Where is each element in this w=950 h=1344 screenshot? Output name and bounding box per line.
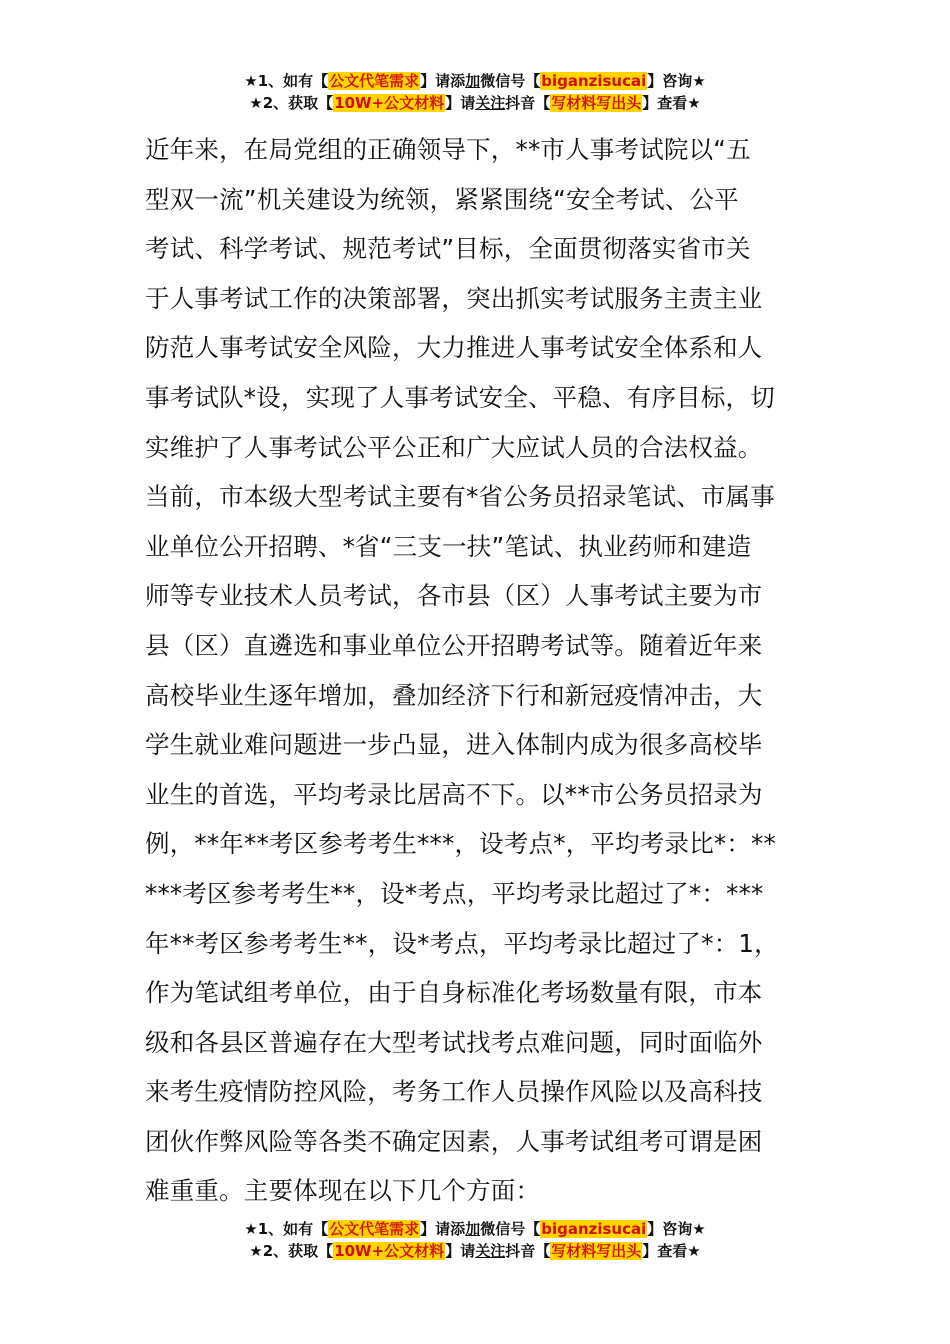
banner-text: 】请 xyxy=(445,94,476,112)
highlight-text: 公文代笔需求 xyxy=(329,72,420,90)
body-line: 于人事考试工作的决策部署，突出抓实考试服务主责主业 xyxy=(145,283,763,313)
body-line: 考试、科学考试、规范考试”目标，全面贯彻落实省市关 xyxy=(145,234,751,264)
underlined-text: 加 xyxy=(465,1220,481,1238)
header-banner xyxy=(0,70,950,114)
body-line: 来考生疫情防控风险，考务工作人员操作风险以及高科技 xyxy=(145,1077,763,1107)
body-line: 防范人事考试安全风险，大力推进人事考试安全体系和人 xyxy=(145,333,763,363)
body-line: 当前，市本级大型考试主要有*省公务员招录笔试、市属事 xyxy=(145,482,775,512)
banner-text: 】查看★ xyxy=(642,94,701,112)
banner-text: 】请添 xyxy=(420,72,466,90)
banner-text: 】咨询★ xyxy=(647,1220,706,1238)
underlined-text: 关注 xyxy=(475,1242,506,1260)
banner-text: ★1、如有【 xyxy=(244,1220,329,1238)
banner-text: ★2、获取【 xyxy=(249,1242,334,1260)
body-line: 例，**年**考区参考考生***，设考点*，平均考录比*：** xyxy=(145,829,776,859)
underlined-text: 加 xyxy=(465,72,481,90)
body-line: 团伙作弊风险等各类不确定因素，人事考试组考可谓是困 xyxy=(145,1126,763,1156)
banner-text: 】请添 xyxy=(420,1220,466,1238)
banner-line-2 xyxy=(0,1240,950,1262)
body-line: 县（区）直遴选和事业单位公开招聘考试等。随着近年来 xyxy=(145,630,763,660)
banner-text: 抖音【 xyxy=(505,94,551,112)
banner-text: 】查看★ xyxy=(642,1242,701,1260)
body-line: 作为笔试组考单位，由于自身标准化考场数量有限，市本 xyxy=(145,978,763,1008)
banner-text: 】请 xyxy=(445,1242,476,1260)
highlight-text: 公文代笔需求 xyxy=(329,1220,420,1238)
body-line: 业单位公开招聘、*省“三支一扶”笔试、执业药师和建造 xyxy=(145,531,752,561)
banner-line-2 xyxy=(0,92,950,114)
underlined-text: 关注 xyxy=(475,94,506,112)
highlight-text: 10W+公文材料 xyxy=(334,1242,445,1260)
banner-text: 微信号【 xyxy=(480,72,541,90)
body-line: 近年来，在局党组的正确领导下，**市人事考试院以“五 xyxy=(145,135,751,164)
body-line: ***考区参考考生**，设*考点，平均考录比超过了*：*** xyxy=(145,878,764,908)
wechat-id-highlight: biganzisucai xyxy=(541,72,647,90)
body-line: 学生就业难问题进一步凸显，进入体制内成为很多高校毕 xyxy=(145,730,763,760)
banner-text: 抖音【 xyxy=(505,1242,551,1260)
banner-text: ★2、获取【 xyxy=(249,94,334,112)
body-line: 级和各县区普遍存在大型考试找考点难问题，同时面临外 xyxy=(145,1027,763,1057)
body-line: 难重重。主要体现在以下几个方面： xyxy=(145,1176,541,1206)
body-line: 型双一流”机关建设为统领，紧紧围绕“安全考试、公平 xyxy=(145,184,739,214)
banner-line-1 xyxy=(0,70,950,92)
banner-line-1 xyxy=(0,1218,950,1240)
banner-text: ★1、如有【 xyxy=(244,72,329,90)
douyin-highlight: 写材料写出头 xyxy=(551,94,642,112)
body-line: 业生的首选，平均考录比居高不下。以**市公务员招录为 xyxy=(145,779,763,809)
banner-text: 微信号【 xyxy=(480,1220,541,1238)
document-body xyxy=(145,125,810,1216)
body-line: 师等专业技术人员考试，各市县（区）人事考试主要为市 xyxy=(145,581,763,611)
highlight-text: 10W+公文材料 xyxy=(334,94,445,112)
body-line: 年**考区参考考生**，设*考点，平均考录比超过了*：1， xyxy=(145,928,779,958)
body-line: 实维护了人事考试公平公正和广大应试人员的合法权益。 xyxy=(145,432,763,462)
banner-text: 】咨询★ xyxy=(647,72,706,90)
body-line: 高校毕业生逐年增加，叠加经济下行和新冠疫情冲击，大 xyxy=(145,680,763,710)
body-line: 事考试队*设，实现了人事考试安全、平稳、有序目标，切 xyxy=(145,382,775,412)
wechat-id-highlight: biganzisucai xyxy=(541,1220,647,1238)
footer-banner xyxy=(0,1218,950,1262)
douyin-highlight: 写材料写出头 xyxy=(551,1242,642,1260)
